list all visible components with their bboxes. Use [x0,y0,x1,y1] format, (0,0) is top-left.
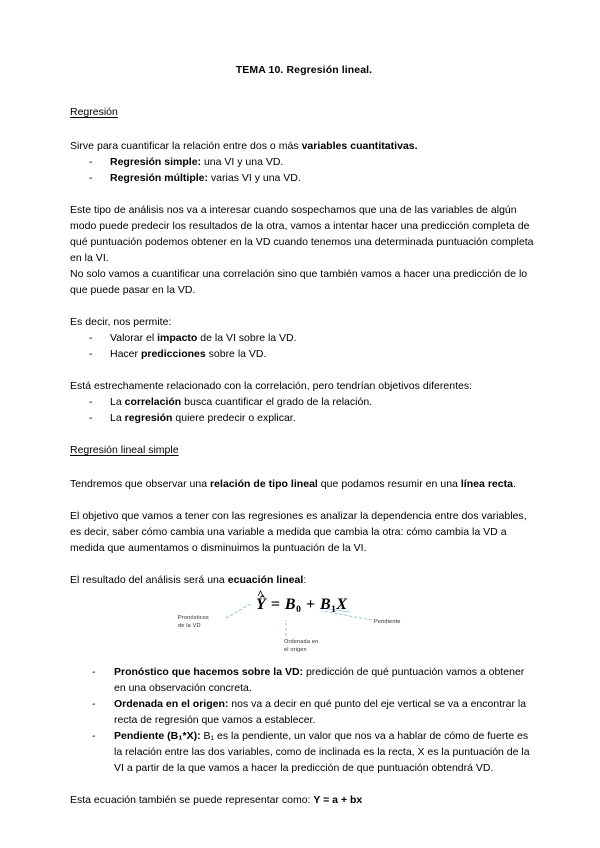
correlacion-list [70,394,538,426]
section-heading-regresion-lineal-simple: Regresión lineal simple [70,444,179,456]
list-item [70,664,538,696]
tendremos-pre: Tendremos que observar una [70,478,211,490]
section-heading-regresion: Regresión [70,106,118,118]
resultado-end: : [303,574,307,586]
list-item [70,170,538,186]
equation-label-ordenada-line2: el origen [284,646,307,653]
equation-x: X [336,596,348,613]
list-item-term: Pendiente (B₁*X): [114,730,201,742]
objetivo-paragraph: El objetivo que vamos a tener con las regresiones es analizar la dependencia entre dos variables, es decir, saber cómo cambia una variable a medida que cambia la otra: cómo cambia la VD a medida que aumentamos o disminuimos la puntuación de la VI. [70,510,527,554]
list-item [70,728,538,776]
equation-label-ordenada [284,639,318,654]
list-item-pre: Hacer [110,348,141,360]
list-item [70,394,538,410]
regresion-types-list [70,154,538,186]
resultado-pre: El resultado del análisis será una [70,574,228,586]
intro-lead: Sirve para cuantificar la relación entre dos o más [70,140,302,152]
list-item-text: una VI y una VD. [201,156,284,168]
spacer [70,492,538,508]
list-item-text: quiere predecir o explicar. [172,412,296,424]
list-item-text: busca cuantificar el grado de la relación. [181,396,373,408]
list-item-text: nos va a decir en qué punto del eje vertical se va a encontrar la recta de regresión que vamos a establecer. [114,698,527,726]
regression-equation-figure [178,594,428,660]
equation-b1: B [319,596,332,613]
permite-intro: Es decir, nos permite: [70,316,172,328]
correlacion-intro: Está estrechamente relacionado con la correlación, pero tendrían objetivos diferentes: [70,380,473,392]
tendremos-end: . [513,478,516,490]
list-item-term: Regresión simple: [110,156,202,168]
closing-paragraph [70,792,538,808]
list-item-text: de la VI sobre la VD. [197,332,297,344]
spacer [70,298,538,314]
analysis-paragraph-2: No solo vamos a cuantificar una correlación sino que también vamos a hacer una predicción de lo que puede pasar en la VD. [70,268,528,296]
list-item-pre: La [110,396,125,408]
list-item-term: Ordenada en el origen: [114,698,229,710]
list-item-term: regresión [124,412,173,424]
resultado-paragraph [70,572,538,588]
resultado-bold: ecuación lineal [227,574,304,586]
equation-yhat: ^ Ŷ [256,596,266,614]
list-item [70,154,538,170]
list-item-term: predicciones [140,348,206,360]
tendremos-paragraph [70,476,538,492]
analysis-paragraph: Este tipo de análisis nos va a interesar cuando sospechamos que una de las variables de algún modo puede predecir los resultados de la otra, vamos a intentar hacer una predicción completa de qué puntuación podemos obtener en la VD cuando tenemos una determinada puntuación completa en la VI. [70,204,534,264]
list-item [70,330,538,346]
list-item-text: sobre la VD. [205,348,267,360]
list-item-text: B₁ es la pendiente, un valor que nos va a hablar de cómo de fuerte es la relación entre las dos variables, como de inclinada es la recta, X es la puntuación de la VI a partir de la que vamos a hacer la predicción de que puntuación obtendrá VD. [114,730,530,774]
equation-label-pronosticos [178,615,209,630]
equation-label-pronosticos-line2: de la VD [178,622,201,629]
spacer [70,426,538,442]
tendremos-mid: que podamos resumir en una [317,478,461,490]
permite-list [70,330,538,362]
list-item-term: Regresión múltiple: [110,172,209,184]
list-item-term: impacto [157,332,198,344]
list-item-text: predicción de qué puntuación vamos a obtener en una observación concreta. [114,666,525,694]
spacer [70,362,538,378]
closing-equation: Y = a + bx [313,794,363,806]
equation-label-pronosticos-line1: Pronósticos [178,615,209,621]
term-definitions-list [70,664,538,776]
regression-equation [256,596,348,614]
equation-b0-subscript: 0 [296,605,302,615]
list-item [70,696,538,728]
equation-label-pendiente: Pendiente [374,619,401,625]
closing-pre: Esta ecuación también se puede representar como: [70,794,314,806]
equation-equals: = [266,596,285,613]
tendremos-bold-1: relación de tipo lineal [210,478,318,490]
list-item-term: Pronóstico que hacemos sobre la VD: [114,666,304,678]
tendremos-bold-2: línea recta [460,478,514,490]
list-item [70,410,538,426]
equation-b1-subscript: 1 [331,605,337,615]
intro-bold: variables cuantitativas. [301,140,418,152]
list-item-pre: Valorar el [110,332,158,344]
list-item-text: varias VI y una VD. [208,172,301,184]
spacer [70,776,538,792]
list-item-term: correlación [124,396,182,408]
list-item-pre: La [110,412,125,424]
intro-paragraph [70,138,538,154]
page-title: TEMA 10. Regresión lineal. [235,64,373,76]
spacer [70,186,538,202]
spacer [70,556,538,572]
equation-plus: + [301,596,320,613]
list-item [70,346,538,362]
equation-b0: B [284,596,297,613]
equation-label-ordenada-line1: Ordenada en [284,639,319,645]
